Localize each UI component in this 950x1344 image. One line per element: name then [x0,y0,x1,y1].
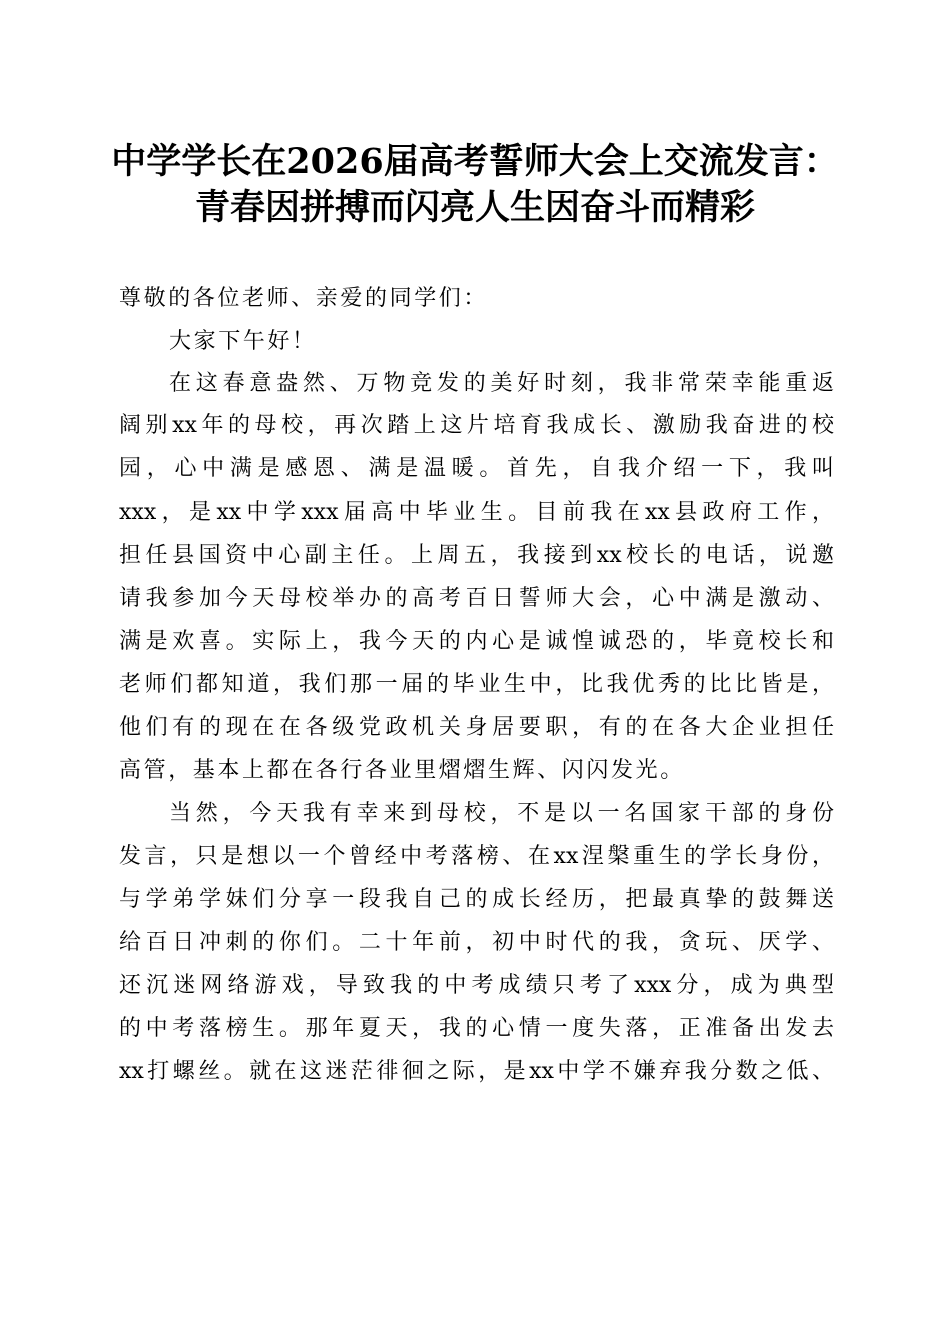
paragraph-1-line: 他们有的现在在各级党政机关身居要职，有的在各大企业担任 [119,715,834,740]
paragraph-2-line: 发言，只是想以一个曾经中考落榜、在xx涅槃重生的学长身份， [119,844,834,869]
paragraph-1-line: 请我参加今天母校举办的高考百日誓师大会，心中满是激动、 [119,586,834,611]
paragraph-1-line: 满是欢喜。实际上，我今天的内心是诚惶诚恐的，毕竟校长和 [119,629,834,654]
paragraph-1-line: 园，心中满是感恩、满是温暖。首先，自我介绍一下，我叫 [119,456,834,481]
paragraph-1-line: 阔别xx年的母校，再次踏上这片培育我成长、激励我奋进的校 [119,413,834,438]
paragraph-2-line: xx打螺丝。就在这迷茫徘徊之际，是xx中学不嫌弃我分数之低、 [119,1059,834,1084]
paragraph-1-line: xxx，是xx中学xxx届高中毕业生。目前我在xx县政府工作， [119,500,834,525]
document-title-line-2: 青春因拼搏而闪亮人生因奋斗而精彩 [194,187,755,228]
paragraph-1-line: 高管，基本上都在各行各业里熠熠生辉、闪闪发光。 [119,758,685,783]
paragraph-2-line: 当然，今天我有幸来到母校，不是以一名国家干部的身份 [169,801,834,826]
paragraph-2-line: 与学弟学妹们分享一段我自己的成长经历，把最真挚的鼓舞送 [119,887,834,912]
paragraph-1-line: 老师们都知道，我们那一届的毕业生中，比我优秀的比比皆是， [119,672,834,697]
paragraph-1-line: 担任县国资中心副主任。上周五，我接到xx校长的电话，说邀 [119,543,834,568]
paragraph-2-line: 给百日冲刺的你们。二十年前，初中时代的我，贪玩、厌学、 [119,930,834,955]
paragraph-1-line: 在这春意盎然、万物竞发的美好时刻，我非常荣幸能重返 [169,371,834,396]
paragraph-2-line: 还沉迷网络游戏，导致我的中考成绩只考了xxx分，成为典型 [119,973,834,998]
paragraph-2-line: 的中考落榜生。那年夏天，我的心情一度失落，正准备出发去 [119,1016,834,1041]
salutation: 尊敬的各位老师、亲爱的同学们： [119,286,489,311]
document-title-line-1: 中学学长在2026届高考誓师大会上交流发言： [111,141,839,182]
greeting: 大家下午好！ [169,329,317,354]
